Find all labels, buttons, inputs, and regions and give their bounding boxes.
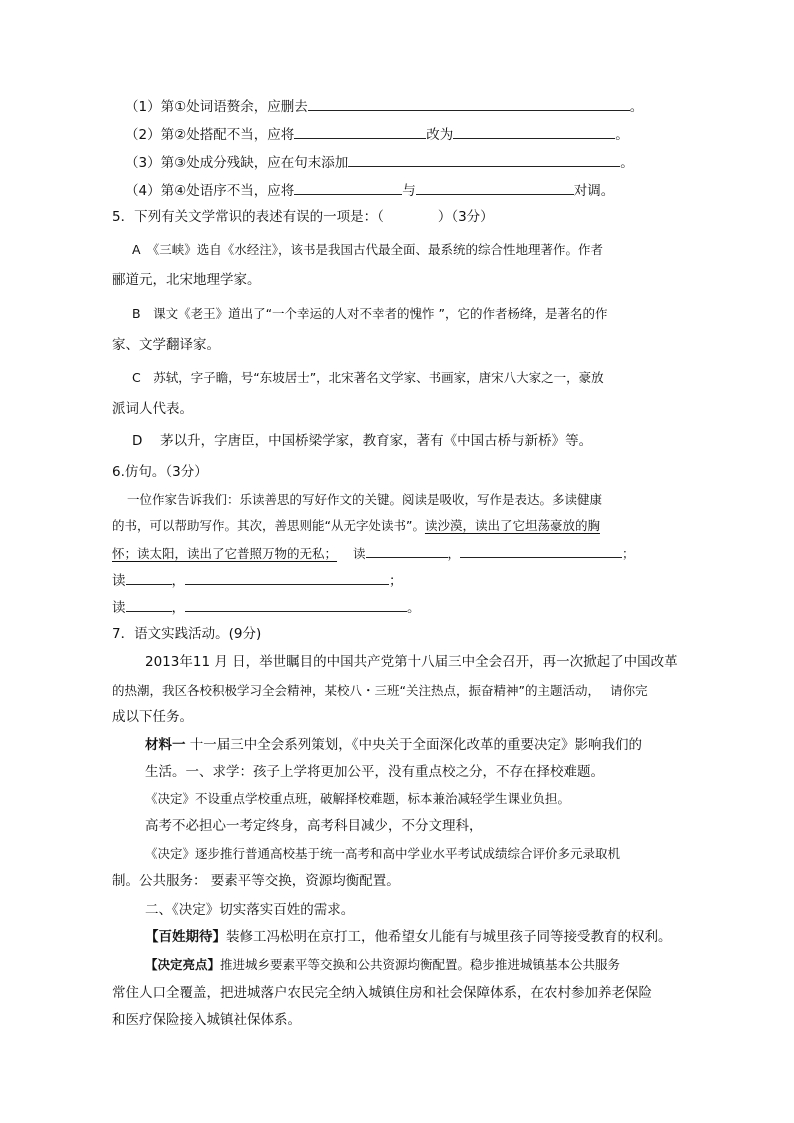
q4-item-4: （4）第④处语序不当，应将 与 对调。 <box>125 180 614 201</box>
material-1-line4: 高考不必担心一考定终身，高考科目减少，不分文理科， <box>145 818 483 834</box>
material-1-line5: 《决定》逐步推行普通高校基于统一高考和高中学业水平考试成绩综合评价多元录取机 <box>145 846 621 861</box>
material-label: 材料一 <box>145 737 186 753</box>
material-1-line3: 《决定》不设重点学校重点班，破解择校难题，标本兼治减轻学生课业负担。 <box>145 791 571 806</box>
q7-intro-line3: 成以下任务。 <box>112 709 193 725</box>
material-1-line6: 制。公共服务： 要素平等交换，资源均衡配置。 <box>112 873 400 889</box>
answer-blank[interactable] <box>416 180 574 195</box>
answer-blank[interactable] <box>294 180 402 195</box>
answer-blank[interactable] <box>453 124 615 139</box>
q5-option-a: A 《三峡》选自《水经注》，该书是我国古代最全面、最系统的综合性地理著作。作者 <box>132 242 604 257</box>
answer-blank[interactable] <box>460 543 622 558</box>
highlight-label: 【决定亮点】 <box>145 957 221 972</box>
answer-blank[interactable] <box>185 597 407 612</box>
example-sentence: 怀；读太阳，读出了它普照万物的无私； <box>112 546 338 561</box>
q4-item-2: （2）第②处搭配不当，应将 改为 。 <box>125 124 629 145</box>
material-1-line7: 二、《决定》切实落实百姓的需求。 <box>145 902 355 918</box>
answer-blank[interactable] <box>348 152 620 167</box>
q6-stem: 6.仿句。（3分） <box>112 464 208 480</box>
q5-option-b-cont: 家、文学翻译家。 <box>112 337 220 353</box>
q5-option-c: C 苏轼，字子瞻，号“东坡居士”，北宋著名文学家、书画家，唐宋八大家之一，豪放 <box>132 370 604 385</box>
q6-passage-line3: 怀；读太阳，读出了它普照万物的无私； 读 ， ； <box>112 543 635 564</box>
q6-passage-line2: 的书，可以帮助写作。其次，善思则能“从无字处读书”。读沙漠，读出了它坦荡豪放的胸 <box>112 518 600 533</box>
q6-answer-line2: 读 ， ； <box>112 570 403 591</box>
q5-option-c-cont: 派词人代表。 <box>112 401 193 417</box>
answer-blank[interactable] <box>294 124 426 139</box>
q7-stem: 7．语文实践活动。(9分) <box>112 626 262 642</box>
q5-option-b: B 课文《老王》道出了“一个幸运的人对不幸者的愧怍 ”，它的作者杨绛，是著名的作 <box>132 306 608 321</box>
q5-option-d: D 茅以升，字唐臣，中国桥梁学家，教育家，著有《中国古桥与新桥》等。 <box>132 433 593 449</box>
expectation-label: 【百姓期待】 <box>145 929 226 945</box>
public-expectation: 【百姓期待】装修工冯松明在京打工，他希望女儿能有与城里孩子同等接受教育的权利。 <box>145 929 672 945</box>
q6-passage-line1: 一位作家告诉我们：乐读善思的写好作文的关键。阅读是吸收，写作是表达。多读健康 <box>127 492 603 507</box>
example-sentence: 读沙漠，读出了它坦荡豪放的胸 <box>424 518 600 533</box>
q7-intro-line1: 2013年11 月 日，举世瞩目的中国共产党第十八届三中全会召开，再一次掀起了中国改革 <box>145 654 678 670</box>
material-1-line2: 生活。一、求学：孩子上学将更加公平，没有重点校之分，不存在择校难题。 <box>145 764 604 780</box>
answer-blank[interactable] <box>126 570 172 585</box>
q6-answer-line3: 读 ， 。 <box>112 597 421 618</box>
decision-highlight-line3: 和医疗保险接入城镇社保体系。 <box>112 1012 301 1028</box>
answer-blank[interactable] <box>308 96 630 111</box>
material-1-heading: 材料一 十一届三中全会系列策划，《中央关于全面深化改革的重要决定》影响我们的 <box>145 737 643 753</box>
q4-item-1: （1）第①处词语赘余，应删去 。 <box>125 96 643 117</box>
answer-blank[interactable] <box>126 597 172 612</box>
decision-highlight-line2: 常住人口全覆盖，把进城落户农民完全纳入城镇住房和社会保障体系，在农村参加养老保险 <box>112 985 652 1001</box>
q7-intro-line2: 的热潮，我区各校积极学习全会精神，某校八・三班“关注热点，振奋精神”的主题活动， 请你完 <box>112 683 648 698</box>
answer-blank[interactable] <box>185 570 389 585</box>
q5-option-a-cont: 郦道元，北宋地理学家。 <box>112 272 261 288</box>
q4-item-3: （3）第③处成分残缺，应在句末添加 。 <box>125 152 634 173</box>
answer-blank[interactable] <box>366 543 448 558</box>
decision-highlight: 【决定亮点】推进城乡要素平等交换和公共资源均衡配置。稳步推进城镇基本公共服务 <box>145 957 621 972</box>
q5-stem: 5．下列有关文学常识的表述有误的一项是：（ ）（3分） <box>112 209 494 225</box>
